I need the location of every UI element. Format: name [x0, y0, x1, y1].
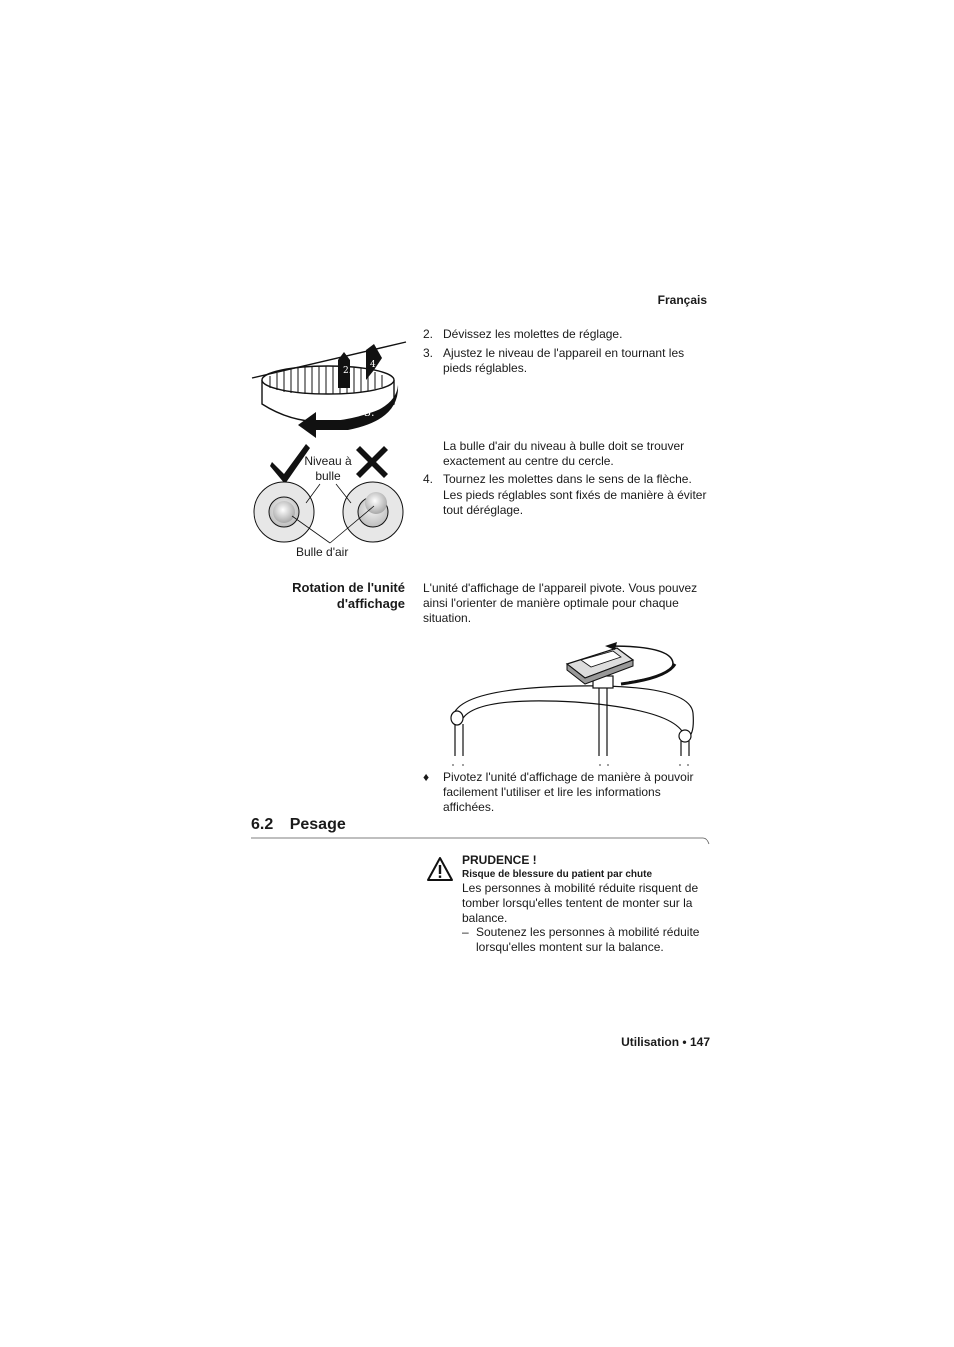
bullet-text: Pivotez l'unité d'affichage de manière à pouvoir facilement l'utiliser et lire les informations affichées.: [443, 770, 694, 814]
section-heading: [251, 815, 346, 835]
rotation-heading: [250, 580, 405, 612]
step-text: Dévissez les molettes de réglage.: [443, 327, 623, 341]
bullet-symbol: ♦: [423, 770, 430, 784]
warning-subtitle: Risque de blessure du patient par chute: [462, 869, 653, 880]
warning-text: Les personnes à mobilité réduite risquent de tomber lorsqu'elles tentent de monter sur la balance.: [462, 881, 699, 925]
cross-icon: [356, 446, 388, 478]
rotation-text: L'unité d'affichage de l'appareil pivote. Vous pouvez ainsi l'orienter de manière optimale pour chaque situation.: [423, 581, 698, 625]
step-number: 3.: [423, 346, 434, 360]
feet-note: Les pieds réglables sont fixés de manière à éviter tout déréglage.: [443, 488, 707, 517]
instruction-text: Soutenez les personnes à mobilité réduite lorsqu'elles montent sur la balance.: [476, 925, 700, 954]
step-text: Ajustez le niveau de l'appareil en tournant les pieds réglables.: [443, 346, 685, 375]
section-rule: [251, 836, 711, 850]
foot-adjustment-illustration: [248, 340, 408, 440]
section-title: Pesage: [289, 816, 346, 833]
rotation-heading-line2: d'affichage: [336, 596, 405, 611]
section-number: 6.2: [251, 816, 274, 833]
warning-instruction: [462, 925, 708, 955]
step-4: [423, 472, 713, 487]
label-step-4: 4.: [370, 360, 379, 370]
label-bubble-level-line1: Niveau à: [304, 454, 352, 468]
step-number: 2.: [423, 327, 434, 341]
rotation-heading-line1: Rotation de l'unité: [292, 580, 405, 595]
bubble-note: La bulle d'air du niveau à bulle doit se trouver exactement au centre du cercle.: [443, 439, 685, 468]
warning-title: PRUDENCE !: [462, 853, 537, 867]
header-language: Français: [657, 293, 707, 307]
step-3: [423, 346, 713, 376]
step-text: Tournez les molettes dans le sens de la flèche.: [443, 472, 692, 486]
label-step-3: 3.: [364, 406, 375, 419]
label-step-2: 2.: [343, 366, 352, 376]
warning-triangle-icon: [426, 856, 454, 882]
page-footer: Utilisation • 147: [621, 1035, 710, 1049]
label-bubble-level-line2: bulle: [315, 469, 341, 483]
step-2: [423, 327, 713, 342]
label-air-bubble: Bulle d'air: [296, 545, 349, 559]
step-number: 4.: [423, 472, 434, 486]
dash-symbol: –: [462, 925, 469, 939]
rotation-bullet: [423, 770, 713, 815]
display-rotation-illustration: [445, 638, 705, 770]
label-bubble-level: [298, 454, 358, 484]
